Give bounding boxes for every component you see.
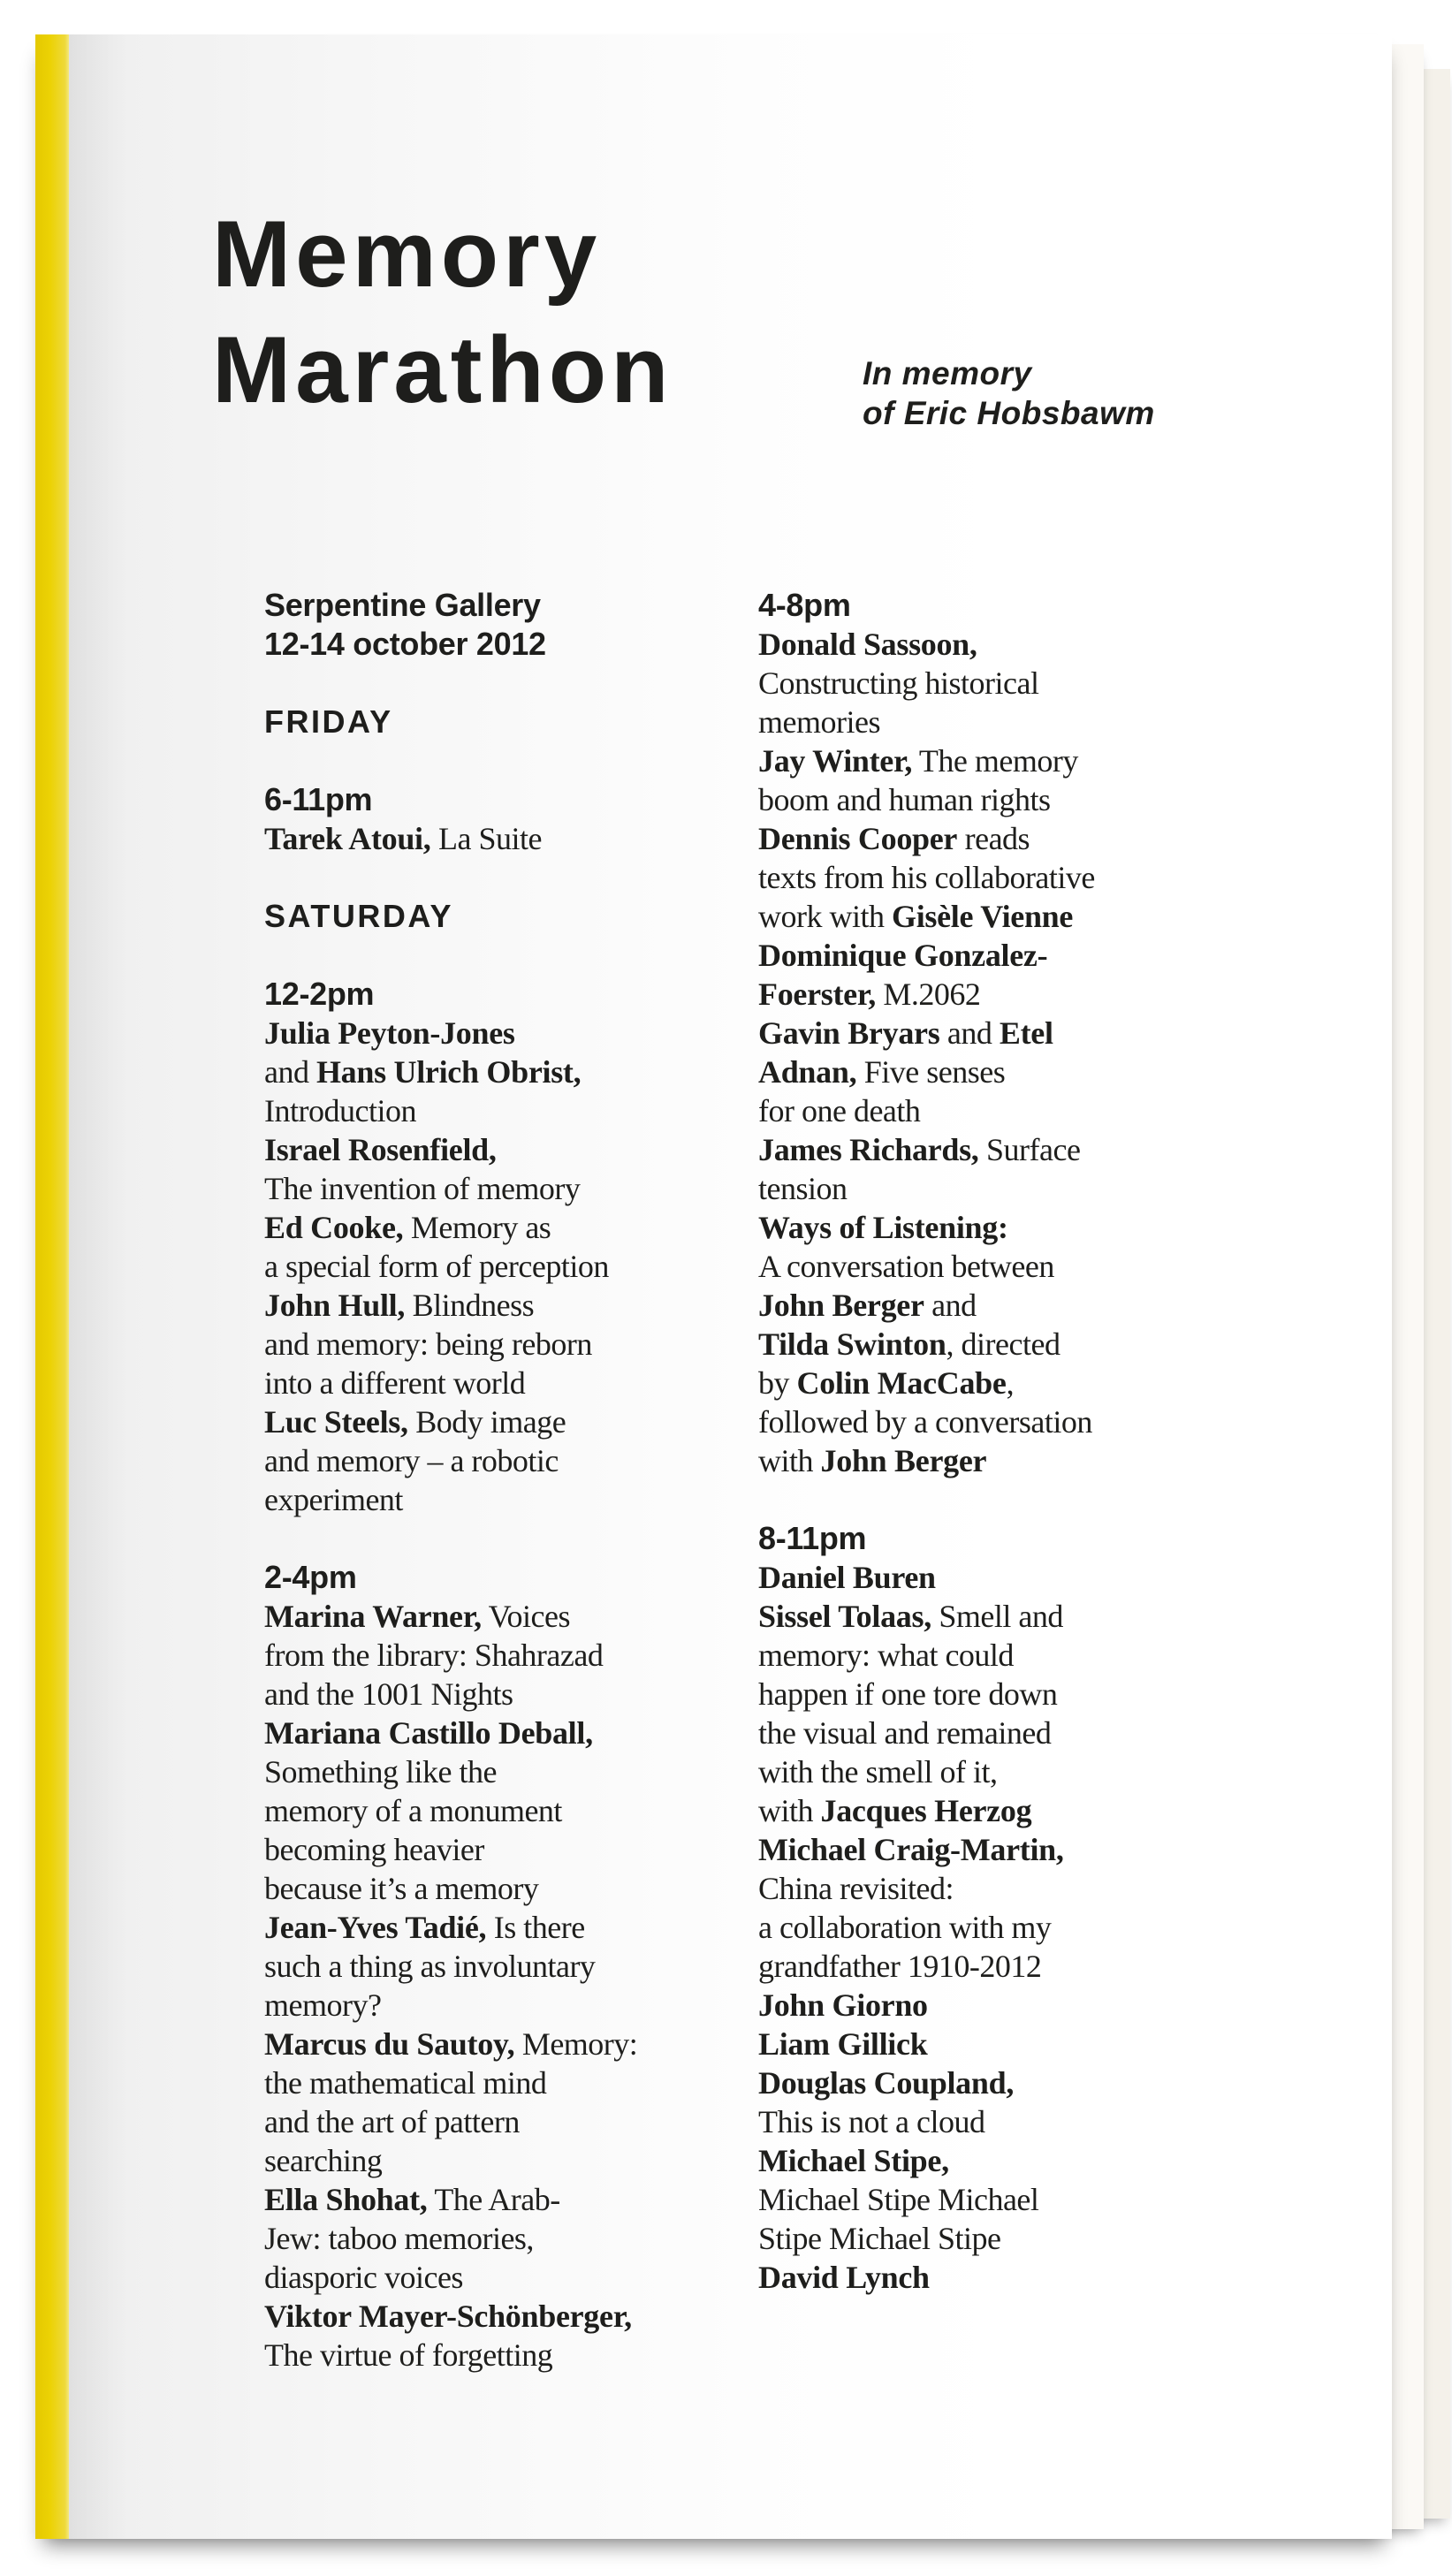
- event-text: the visual and remained: [758, 1715, 1052, 1751]
- page-title-line-2: Marathon: [212, 316, 673, 422]
- event-text: Smell and: [931, 1599, 1063, 1634]
- programme-line: [264, 1830, 637, 1869]
- event-text: Surface: [978, 1132, 1081, 1167]
- programme-line: [758, 2219, 1095, 2258]
- heading-line: 12-14 october 2012: [264, 626, 546, 662]
- speaker-name: Etel: [999, 1015, 1053, 1051]
- event-text: diasporic voices: [264, 2260, 463, 2295]
- speaker-name: Ella Shohat,: [264, 2182, 428, 2217]
- programme-line: [758, 858, 1095, 897]
- programme-line: [264, 1286, 637, 1325]
- heading-line: FRIDAY: [264, 703, 393, 740]
- schedule-left-column: [264, 586, 637, 2375]
- speaker-name: Jacques Herzog: [820, 1793, 1032, 1828]
- event-text: Stipe Michael Stipe: [758, 2221, 1001, 2256]
- programme-line: [758, 1286, 1095, 1325]
- event-text: , directed: [946, 1326, 1060, 1362]
- event-text: memory of a monument: [264, 1793, 562, 1828]
- programme-line: [758, 1325, 1095, 1364]
- speaker-name: John Hull,: [264, 1288, 406, 1323]
- speaker-name: John Berger: [820, 1443, 987, 1478]
- programme-line: [758, 1752, 1095, 1791]
- programme-line: [758, 1597, 1095, 1636]
- heading-line: SATURDAY: [264, 898, 454, 934]
- page-title-line-1: Memory: [212, 201, 602, 307]
- programme-line: [758, 1402, 1095, 1441]
- speaker-name: Gavin Bryars: [758, 1015, 940, 1051]
- programme-line: [758, 2102, 1095, 2141]
- event-text: with the smell of it,: [758, 1754, 998, 1790]
- programme-line: [758, 1014, 1095, 1052]
- speaker-name: Julia Peyton-Jones: [264, 1015, 515, 1051]
- event-text: a collaboration with my: [758, 1910, 1052, 1945]
- programme-line: [264, 2219, 637, 2258]
- speaker-name: Viktor Mayer-Schönberger,: [264, 2299, 632, 2334]
- programme-line: [758, 625, 1095, 664]
- event-text: such a thing as involuntary: [264, 1949, 596, 1984]
- programme-line: [264, 1947, 637, 1986]
- yellow-spine-strip: [35, 34, 69, 2539]
- event-text: experiment: [264, 1482, 403, 1517]
- heading-line: 8-11pm: [758, 1520, 867, 1556]
- programme-line: [758, 936, 1095, 975]
- speaker-name: Liam Gillick: [758, 2026, 928, 2062]
- speaker-name: Douglas Coupland,: [758, 2065, 1015, 2101]
- event-text: reads: [957, 821, 1030, 856]
- event-text: grandfather 1910-2012: [758, 1949, 1042, 1984]
- heading-line: 12-2pm: [264, 976, 375, 1012]
- event-text: Five senses: [856, 1054, 1006, 1090]
- spine-shading: [69, 34, 131, 2539]
- blank-line: [264, 1519, 637, 1558]
- speaker-name: James Richards,: [758, 1132, 979, 1167]
- page-sheet-front: [35, 34, 1392, 2539]
- programme-line: [264, 1636, 637, 1675]
- programme-line: [758, 1714, 1095, 1752]
- blank-line: [758, 1480, 1095, 1519]
- event-text: Voices: [481, 1599, 570, 1634]
- speaker-name: Gisèle Vienne: [892, 899, 1074, 934]
- programme-line: [758, 1908, 1095, 1947]
- event-text: from the library: Shahrazad: [264, 1638, 604, 1673]
- dedication-line-2: of Eric Hobsbawm: [863, 395, 1155, 431]
- programme-line: [758, 664, 1095, 703]
- speaker-name: Dennis Cooper: [758, 821, 958, 856]
- event-text: Jew: taboo memories,: [264, 2221, 534, 2256]
- speaker-name: Ways of Listening:: [758, 1210, 1008, 1245]
- speaker-name: Jay Winter,: [758, 743, 913, 779]
- event-text: Constructing historical: [758, 665, 1039, 701]
- programme-line: [264, 2141, 637, 2180]
- page-title: [212, 196, 673, 428]
- event-text: Is there: [486, 1910, 585, 1945]
- speaker-name: Daniel Buren: [758, 1560, 936, 1595]
- programme-line: [264, 2297, 637, 2336]
- programme-line: [758, 1947, 1095, 1986]
- event-text: Blindness: [405, 1288, 535, 1323]
- programme-line: [758, 1986, 1095, 2025]
- event-text: ,: [1006, 1365, 1015, 1401]
- programme-line: [264, 1441, 637, 1480]
- event-text: and the art of pattern: [264, 2104, 520, 2139]
- event-text: The virtue of forgetting: [264, 2337, 553, 2373]
- event-text: and: [939, 1015, 1000, 1051]
- programme-line: [758, 1052, 1095, 1091]
- programme-line: [264, 1908, 637, 1947]
- speaker-name: Tilda Swinton: [758, 1326, 946, 1362]
- programme-line: [264, 1986, 637, 2025]
- programme-line: [758, 2141, 1095, 2180]
- programme-line: [758, 1364, 1095, 1402]
- event-text: work with: [758, 899, 892, 934]
- event-text: Memory:: [514, 2026, 638, 2062]
- programme-line: [264, 1402, 637, 1441]
- programme-line: [758, 1791, 1095, 1830]
- programme-line: [758, 1091, 1095, 1130]
- event-text: searching: [264, 2143, 383, 2178]
- event-text: by: [758, 1365, 797, 1401]
- event-text: Body image: [407, 1404, 566, 1440]
- dedication: [863, 353, 1155, 433]
- programme-line: [264, 2258, 637, 2297]
- event-text: M.2062: [875, 976, 981, 1012]
- heading-line: Serpentine Gallery: [264, 587, 541, 623]
- programme-line: [264, 1869, 637, 1908]
- event-text: happen if one tore down: [758, 1676, 1058, 1712]
- speaker-name: Michael Craig-Martin,: [758, 1832, 1064, 1867]
- programme-line: [758, 780, 1095, 819]
- speaker-name: Hans Ulrich Obrist,: [315, 1054, 582, 1090]
- event-text: for one death: [758, 1093, 921, 1128]
- programme-line: [758, 1675, 1095, 1714]
- programme-line: [758, 1441, 1095, 1480]
- programme-line: [264, 1052, 637, 1091]
- event-text: and: [924, 1288, 977, 1323]
- speaker-name: Ed Cooke,: [264, 1210, 404, 1245]
- event-text: becoming heavier: [264, 1832, 484, 1867]
- speaker-name: Michael Stipe,: [758, 2143, 949, 2178]
- programme-line: [264, 2102, 637, 2141]
- programme-line: [264, 1714, 637, 1752]
- programme-line: [264, 2025, 637, 2063]
- event-text: memory: what could: [758, 1638, 1014, 1673]
- blank-line: [264, 664, 637, 703]
- event-text: The Arab-: [427, 2182, 560, 2217]
- event-text: into a different world: [264, 1365, 526, 1401]
- schedule-right-column: [758, 586, 1095, 2297]
- event-text: a special form of perception: [264, 1249, 609, 1284]
- programme-line: [264, 1247, 637, 1286]
- event-text: followed by a conversation: [758, 1404, 1092, 1440]
- programme-line: [264, 1325, 637, 1364]
- event-text: Michael Stipe Michael: [758, 2182, 1039, 2217]
- programme-line: [758, 1558, 1095, 1597]
- event-text: A conversation between: [758, 1249, 1054, 1284]
- speaker-name: Foerster,: [758, 976, 876, 1012]
- programme-line: [758, 741, 1095, 780]
- speaker-name: Israel Rosenfield,: [264, 1132, 497, 1167]
- programme-line: [264, 1208, 637, 1247]
- speaker-name: David Lynch: [758, 2260, 930, 2295]
- speaker-name: Donald Sassoon,: [758, 627, 977, 662]
- event-text: and: [264, 1054, 316, 1090]
- event-text: tension: [758, 1171, 848, 1206]
- programme-line: [264, 1480, 637, 1519]
- programme-line: [758, 1830, 1095, 1869]
- programme-line: [758, 1208, 1095, 1247]
- event-text: La Suite: [430, 821, 542, 856]
- event-text: with: [758, 1443, 821, 1478]
- speaker-name: Colin MacCabe: [796, 1365, 1007, 1401]
- speaker-name: Jean-Yves Tadié,: [264, 1910, 487, 1945]
- event-text: the mathematical mind: [264, 2065, 547, 2101]
- programme-line: [264, 2336, 637, 2375]
- programme-line: [758, 819, 1095, 858]
- programme-line: [758, 703, 1095, 741]
- programme-line: [758, 2025, 1095, 2063]
- speaker-name: Luc Steels,: [264, 1404, 408, 1440]
- speaker-name: John Berger: [758, 1288, 924, 1323]
- dedication-line-1: In memory: [863, 355, 1032, 391]
- event-text: Memory as: [403, 1210, 551, 1245]
- programme-line: [758, 2180, 1095, 2219]
- programme-line: [264, 1597, 637, 1636]
- programme-line: [264, 1130, 637, 1169]
- speaker-name: Marcus du Sautoy,: [264, 2026, 515, 2062]
- programme-line: [264, 1091, 637, 1130]
- programme-line: [264, 1675, 637, 1714]
- programme-line: [758, 1869, 1095, 1908]
- heading-line: 6-11pm: [264, 781, 373, 817]
- programme-line: [264, 2180, 637, 2219]
- speaker-name: Sissel Tolaas,: [758, 1599, 931, 1634]
- programme-line: [264, 819, 637, 858]
- heading-line: 2-4pm: [264, 1559, 357, 1595]
- event-text: The memory: [912, 743, 1078, 779]
- event-text: Something like the: [264, 1754, 497, 1790]
- programme-line: [264, 2063, 637, 2102]
- speaker-name: Tarek Atoui,: [264, 821, 431, 856]
- programme-line: [758, 2063, 1095, 2102]
- event-text: with: [758, 1793, 821, 1828]
- programme-line: [264, 1364, 637, 1402]
- programme-line: [758, 1169, 1095, 1208]
- programme-line: [264, 1014, 637, 1052]
- heading-line: 4-8pm: [758, 587, 851, 623]
- blank-line: [264, 858, 637, 897]
- programme-line: [264, 1169, 637, 1208]
- event-text: and memory – a robotic: [264, 1443, 559, 1478]
- speaker-name: Dominique Gonzalez-: [758, 938, 1048, 973]
- event-text: memory?: [264, 1987, 382, 2023]
- programme-line: [264, 1752, 637, 1791]
- event-text: Introduction: [264, 1093, 416, 1128]
- event-text: because it’s a memory: [264, 1871, 539, 1906]
- event-text: This is not a cloud: [758, 2104, 985, 2139]
- programme-line: [758, 2258, 1095, 2297]
- event-text: The invention of memory: [264, 1171, 581, 1206]
- speaker-name: Adnan,: [758, 1054, 857, 1090]
- event-text: and the 1001 Nights: [264, 1676, 513, 1712]
- programme-line: [758, 1130, 1095, 1169]
- event-text: China revisited:: [758, 1871, 954, 1906]
- programme-line: [758, 1636, 1095, 1675]
- programme-line: [758, 1247, 1095, 1286]
- event-text: memories: [758, 704, 880, 740]
- event-text: texts from his collaborative: [758, 860, 1095, 895]
- speaker-name: John Giorno: [758, 1987, 928, 2023]
- event-text: and memory: being reborn: [264, 1326, 592, 1362]
- blank-line: [264, 741, 637, 780]
- event-text: boom and human rights: [758, 782, 1051, 817]
- speaker-name: Mariana Castillo Deball,: [264, 1715, 593, 1751]
- programme-line: [758, 975, 1095, 1014]
- programme-line: [758, 897, 1095, 936]
- speaker-name: Marina Warner,: [264, 1599, 482, 1634]
- blank-line: [264, 936, 637, 975]
- programme-line: [264, 1791, 637, 1830]
